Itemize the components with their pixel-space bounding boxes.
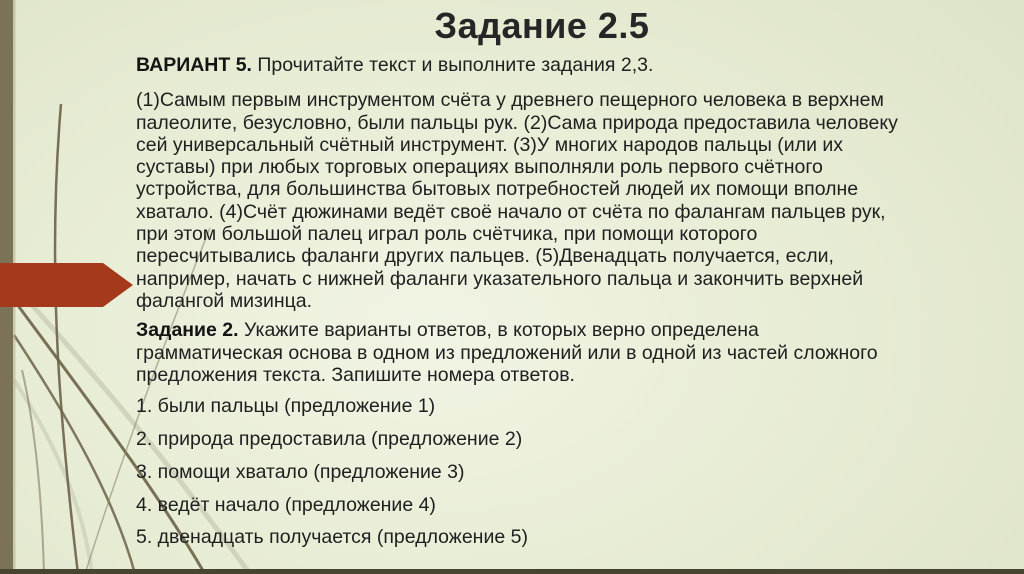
intro-paragraph — [136, 89, 1010, 312]
variant-instruction: Прочитайте текст и выполните задания 2,3. — [251, 54, 654, 76]
slide-title: Задание 2.5 — [434, 5, 650, 46]
task-line: грамматическая основа в одном из предложений или в одной из частей сложного — [136, 341, 878, 364]
intro-line: хватало. (4)Счёт дюжинами ведёт своё начало от счёта по фалангам пальцев рук, — [136, 200, 886, 223]
answer-option: 4. ведёт начало (предложение 4) — [136, 493, 436, 516]
grass-blade-icon — [55, 104, 78, 574]
task-first-line — [136, 319, 1010, 341]
variant-label: ВАРИАНТ 5. — [136, 54, 252, 76]
answer-option: 1. были пальцы (предложение 1) — [136, 395, 436, 418]
intro-line: палеолите, безусловно, были пальцы рук. (2)Сама природа предоставила человеку — [136, 111, 898, 134]
answer-options — [136, 395, 1010, 548]
bottom-bar — [0, 569, 1024, 574]
intro-line: устройства, для большинства бытовых потребностей людей их помощи вполне — [136, 178, 859, 201]
grass-arc-dark-icon — [14, 335, 135, 574]
task-label: Задание 2. — [136, 319, 239, 342]
answer-option: 5. двенадцать получается (предложение 5) — [136, 526, 528, 549]
intro-line: суставы) при любых торговых операциях выполняли роль первого счётного — [136, 156, 823, 179]
left-stripe-highlight — [13, 0, 16, 574]
task-line: предложения текста. Запишите номера ответов. — [136, 363, 575, 386]
intro-line: пересчитывались фаланги других пальцев. (5)Двенадцать получается, если, — [136, 245, 834, 268]
intro-line: фалангой мизинца. — [136, 289, 313, 312]
grass-arc-light-icon — [14, 380, 92, 574]
answer-option: 2. природа предоставила (предложение 2) — [136, 427, 523, 450]
slide-body — [136, 54, 1010, 559]
grass-blade-icon — [22, 370, 44, 574]
variant-heading — [136, 54, 1010, 76]
arrow-right-icon — [0, 263, 133, 307]
intro-line: при этом большой палец играл роль счётчика, при помощи которого — [136, 223, 758, 246]
left-stripe — [0, 0, 13, 574]
intro-line: (1)Самым первым инструментом счёта у древнего пещерного человека в верхнем — [136, 89, 884, 112]
intro-line: сей универсальный счётный инструмент. (3)У многих народов пальцы (или их — [136, 133, 844, 156]
intro-line: например, начать с нижней фаланги указательного пальца и закончить верхней — [136, 267, 864, 290]
task-paragraph — [136, 319, 1010, 386]
answer-option: 3. помощи хватало (предложение 3) — [136, 460, 465, 483]
task-lead: Укажите варианты ответов, в которых верно определена — [238, 319, 759, 342]
